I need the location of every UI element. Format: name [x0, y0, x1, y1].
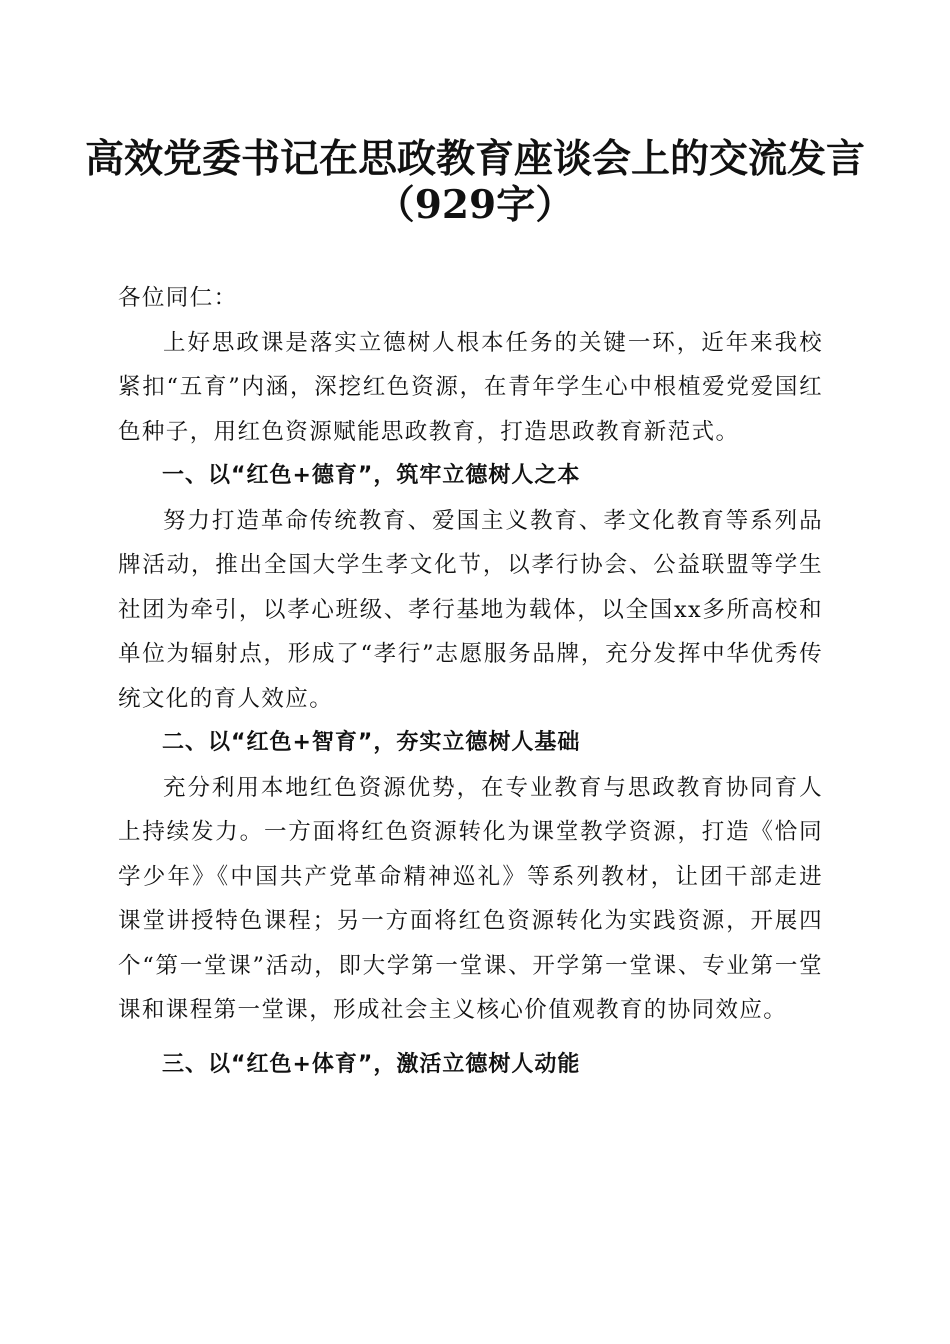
section-1-paragraph: 努力打造革命传统教育、爱国主义教育、孝文化教育等系列品牌活动，推出全国大学生孝文化节，以孝行协会、公益联盟等学生社团为牵引，以孝心班级、孝行基地为载体，以全国xx多所高校和单位为辐射点，形成了“孝行”志愿服务品牌，充分发挥中华优秀传统文化的育人效应。	[118, 507, 823, 712]
section-2-paragraph: 充分利用本地红色资源优势，在专业教育与思政教育协同育人上持续发力。一方面将红色资源转化为课堂教学资源，打造《恰同学少年》《中国共产党革命精神巡礼》等系列教材，让团干部走进课堂讲授特色课程；另一方面将红色资源转化为实践资源，开展四个“第一堂课”活动，即大学第一堂课、开学第一堂课、专业第一堂课和课程第一堂课，形成社会主义核心价值观教育的协同效应。	[118, 774, 823, 1023]
section-2-heading: 二、以“红色+智育”，夯实立德树人基础	[162, 730, 581, 755]
document-body	[118, 276, 823, 1087]
intro-paragraph: 上好思政课是落实立德树人根本任务的关键一环，近年来我校紧扣“五育”内涵，深挖红色资源，在青年学生心中根植爱党爱国红色种子，用红色资源赋能思政教育，打造思政教育新范式。	[118, 329, 823, 445]
document-title: 高效党委书记在思政教育座谈会上的交流发言	[84, 136, 865, 182]
word-count-subtitle: （929字）	[375, 182, 575, 228]
section-3-heading: 三、以“红色+体育”，激活立德树人动能	[162, 1051, 581, 1077]
section-1-heading: 一、以“红色+德育”，筑牢立德树人之本	[162, 463, 581, 488]
salutation: 各位同仁：	[118, 285, 238, 311]
